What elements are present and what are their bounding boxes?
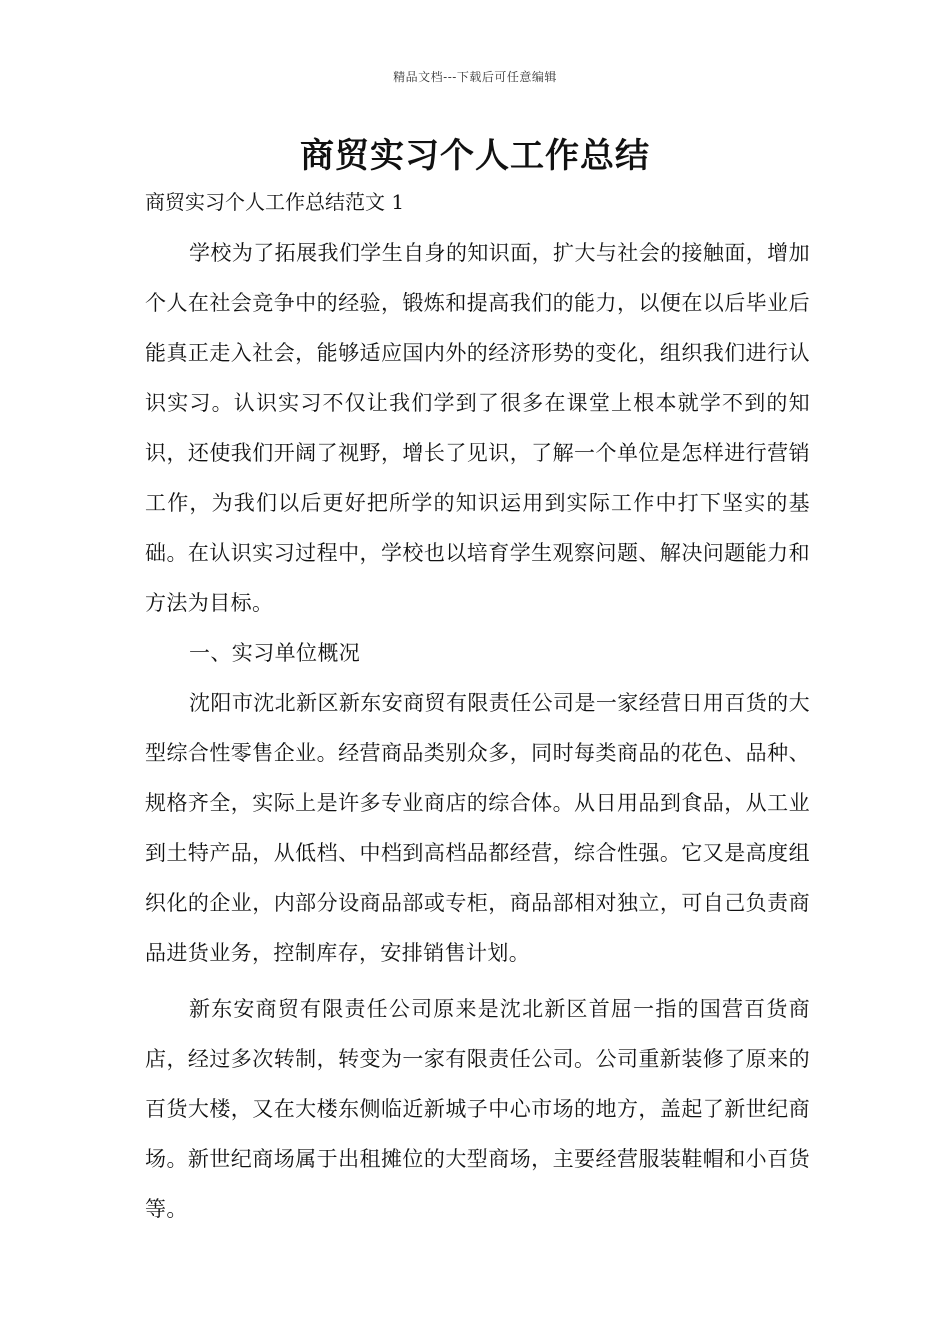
paragraph-intro: 学校为了拓展我们学生自身的知识面，扩大与社会的接触面，增加个人在社会竞争中的经验，锻炼和提高我们的能力，以便在以后毕业后能真正走入社会，能够适应国内外的经济形势的变化，组织我们进行认识实习。认识实习不仅让我们学到了很多在课堂上根本就学不到的知识，还使我们开阔了视野，增长了见识，了解一个单位是怎样进行营销工作，为我们以后更好把所学的知识运用到实际工作中打下坚实的基础。在认识实习过程中，学校也以培育学生观察问题、解决问题能力和方法为目标。 <box>145 241 810 615</box>
document-body <box>145 228 810 1234</box>
page-header-note: 精品文档---下载后可任意编辑 <box>393 70 557 84</box>
document-subtitle: 商贸实习个人工作总结范文 1 <box>145 190 405 214</box>
document-title: 商贸实习个人工作总结 <box>300 136 650 176</box>
paragraph-company-history: 新东安商贸有限责任公司原来是沈北新区首屈一指的国营百货商店，经过多次转制，转变为一家有限责任公司。公司重新装修了原来的百货大楼，又在大楼东侧临近新城子中心市场的地方，盖起了新世纪商场。新世纪商场属于出租摊位的大型商场，主要经营服装鞋帽和小百货等。 <box>145 997 810 1221</box>
paragraph-company-overview: 沈阳市沈北新区新东安商贸有限责任公司是一家经营日用百货的大型综合性零售企业。经营商品类别众多，同时每类商品的花色、品种、规格齐全，实际上是许多专业商店的综合体。从日用品到食品，从工业到土特产品，从低档、中档到高档品都经营，综合性强。它又是高度组织化的企业，内部分设商品部或专柜，商品部相对独立，可自己负责商品进货业务，控制库存，安排销售计划。 <box>145 691 810 965</box>
section-heading: 一、实习单位概况 <box>189 641 361 665</box>
